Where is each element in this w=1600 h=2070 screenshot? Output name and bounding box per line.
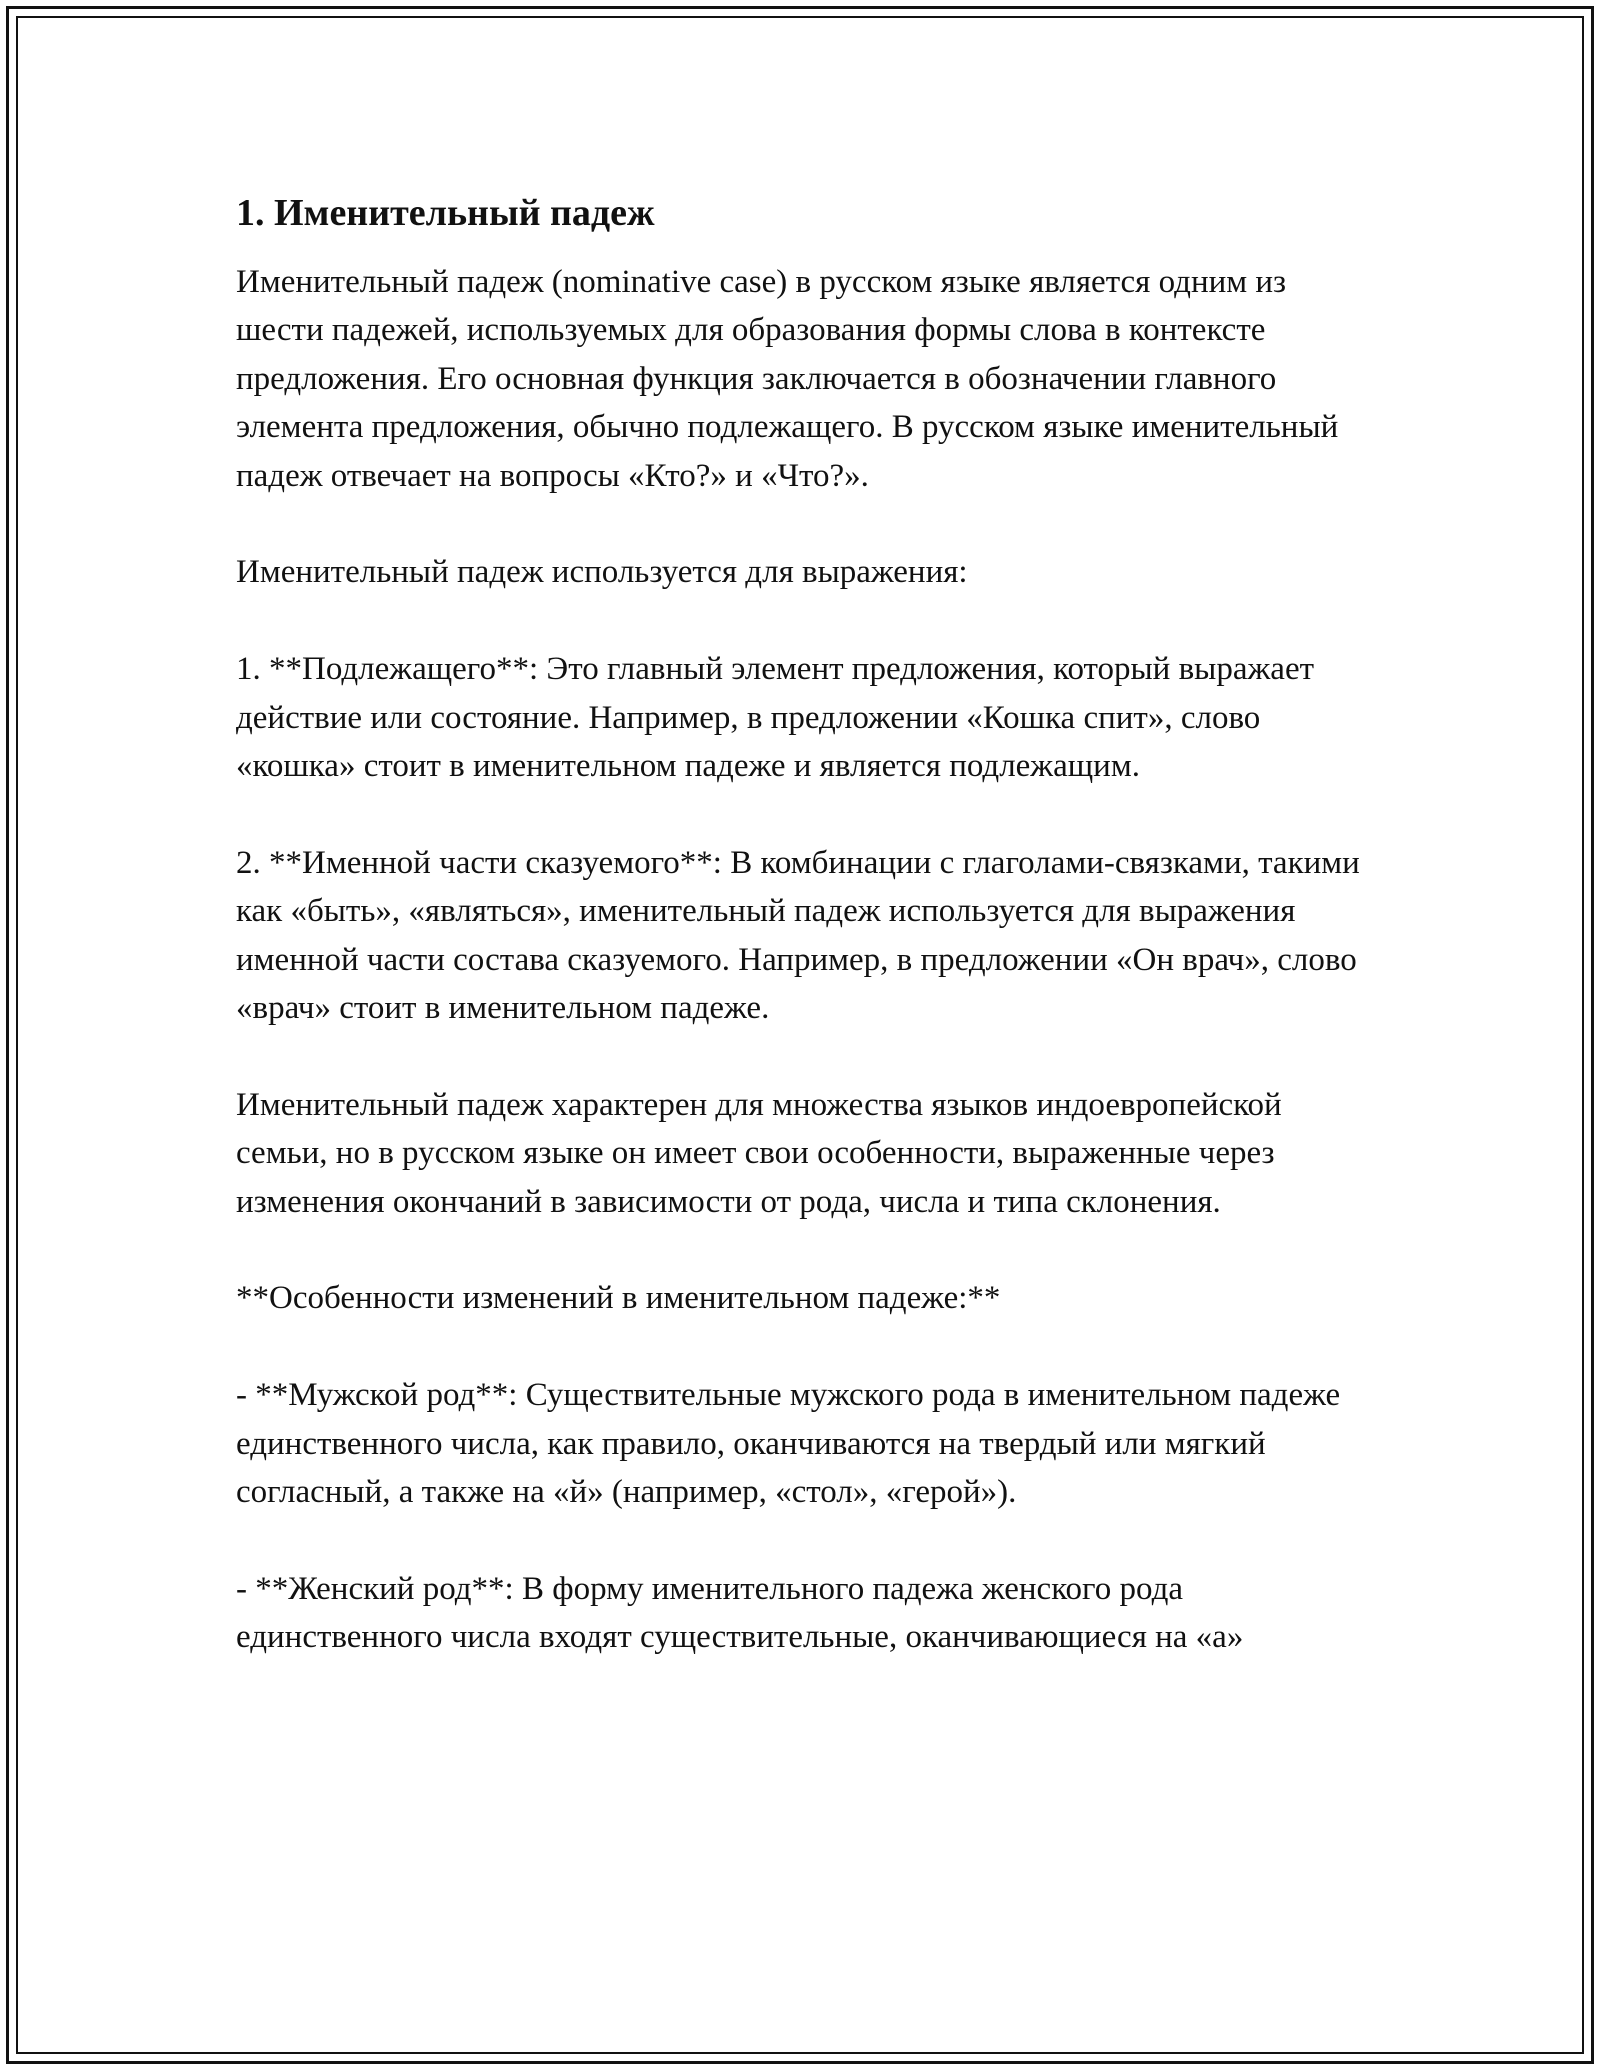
intro-paragraph: Именительный падеж (nominative case) в русском языке является одним из шести падежей, используемых для образования формы слова в контексте предложения. Его основная функция заключается в обозначении главного элемента предложения, обычно подлежащего. В русском языке именительный падеж отвечает на вопросы «Кто?» и «Что?».: [236, 264, 1339, 494]
bullet-masculine: - **Мужской род**: Существительные мужского рода в именительном падеже единственного числа, как правило, оканчиваются на твердый или мягкий согласный, а также на «й» (например, «стол», «герой»).: [236, 1377, 1341, 1511]
list-item-subject: 1. **Подлежащего**: Это главный элемент предложения, который выражает действие или состояние. Например, в предложении «Кошка спит», слово «кошка» стоит в именительном падеже и является подлежащим.: [236, 651, 1315, 785]
section-heading: 1. Именительный падеж: [236, 192, 655, 234]
bullet-feminine: - **Женский род**: В форму именительного падежа женского рода единственного числа входят существительные, оканчивающиеся на «а»: [236, 1570, 1244, 1656]
document-body: [236, 186, 1376, 1710]
features-heading-paragraph: **Особенности изменений в именительном падеже:**: [236, 1280, 1001, 1317]
usage-intro-paragraph: Именительный падеж используется для выражения:: [236, 554, 968, 591]
list-item-predicate: 2. **Именной части сказуемого**: В комбинации с глаголами-связками, такими как «быть», «являться», именительный падеж используется для выражения именной части состава сказуемого. Например, в предложении «Он врач», слово «врач» стоит в именительном падеже.: [236, 844, 1360, 1027]
characteristics-paragraph: Именительный падеж характерен для множества языков индоевропейской семьи, но в русском языке он имеет свои особенности, выраженные через изменения окончаний в зависимости от рода, числа и типа склонения.: [236, 1086, 1282, 1220]
